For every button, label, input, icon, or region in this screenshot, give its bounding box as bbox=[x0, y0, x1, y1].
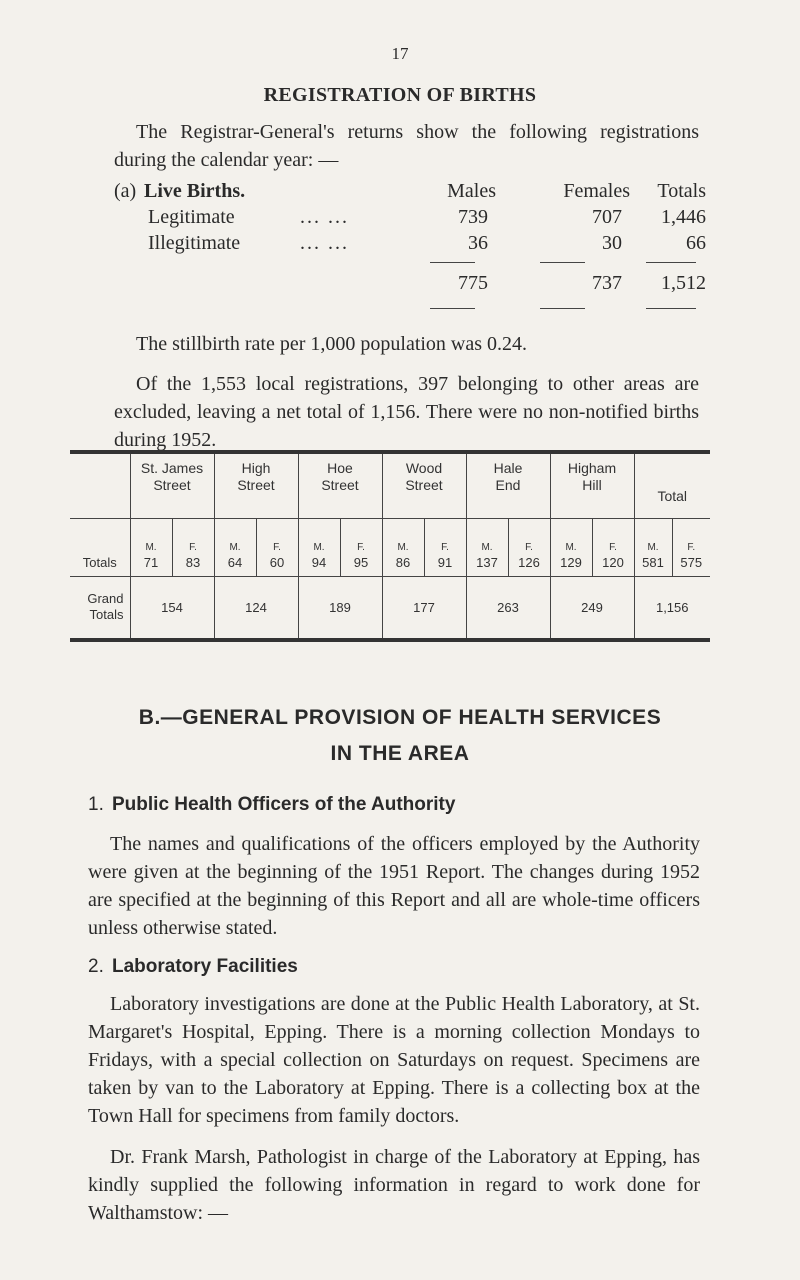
totals-row-label: Totals bbox=[70, 518, 130, 576]
section-title: REGISTRATION OF BIRTHS bbox=[263, 84, 537, 106]
subsection-2-text-1: Laboratory investigations are done at the Public Health Laboratory, at St. Margaret's Hospital, Epping. There is a morning collection Mondays to Fridays, with a special collection on Saturdays on request. Specimens are taken by van to the Laboratory at Epping. There is a collecting box at the Town Hall for specimens from family doctors. bbox=[88, 993, 700, 1127]
district-5-m: 129 bbox=[560, 554, 582, 570]
double-rule-females bbox=[540, 308, 585, 309]
district-3-f: 91 bbox=[437, 554, 453, 570]
m-label: M. bbox=[647, 541, 659, 553]
district-0-f: 83 bbox=[185, 554, 201, 570]
double-rule-totals bbox=[646, 308, 696, 309]
section-b-title-line2: IN THE AREA bbox=[330, 742, 470, 765]
row-label: Legitimate bbox=[148, 206, 235, 228]
subsection-2-number: 2. bbox=[88, 956, 104, 977]
sum-totals: 1,512 bbox=[661, 272, 706, 294]
district-births-table bbox=[70, 450, 710, 642]
m-label: M. bbox=[145, 541, 157, 553]
births-row-legitimate bbox=[114, 204, 704, 230]
district-header-0: St. James Street bbox=[130, 452, 214, 518]
col-females: Females bbox=[563, 180, 630, 202]
district-2-f: 95 bbox=[353, 554, 369, 570]
total-f: 575 bbox=[680, 554, 703, 570]
district-4-f: 126 bbox=[518, 554, 540, 570]
sum-males: 775 bbox=[458, 272, 488, 294]
f-label: F. bbox=[357, 541, 365, 553]
males-value: 739 bbox=[458, 206, 488, 228]
district-4-grand: 263 bbox=[466, 576, 550, 640]
district-header-3: Wood Street bbox=[382, 452, 466, 518]
district-5-f: 120 bbox=[602, 554, 624, 570]
intro-text: The Registrar-General's returns show the following registrations during the calendar year: — bbox=[114, 121, 699, 171]
births-row-illegitimate bbox=[114, 230, 704, 256]
district-0-grand: 154 bbox=[130, 576, 214, 640]
stillbirth-text: The stillbirth rate per 1,000 population was 0.24. bbox=[136, 333, 528, 355]
m-label: M. bbox=[313, 541, 325, 553]
subsection-1-number: 1. bbox=[88, 794, 104, 815]
local-registrations-text: Of the 1,553 local registrations, 397 belonging to other areas are excluded, leaving a net total of 1,156. There were no non-notified births during 1952. bbox=[114, 373, 699, 451]
district-3-m: 86 bbox=[395, 554, 411, 570]
m-label: M. bbox=[229, 541, 241, 553]
local-registrations-paragraph bbox=[114, 370, 699, 454]
double-rule-males bbox=[430, 308, 475, 309]
col-males: Males bbox=[447, 180, 496, 202]
males-value: 36 bbox=[468, 232, 488, 254]
total-grand: 1,156 bbox=[655, 599, 689, 615]
district-1-f: 60 bbox=[269, 554, 285, 570]
m-label: M. bbox=[481, 541, 493, 553]
subsection-1-text: The names and qualifications of the officers employed by the Authority were given at the beginning of the 1951 Report. The changes during 1952 are specified at the beginning of this Report and all are whole-time officers unless otherwise stated. bbox=[88, 833, 700, 939]
total-m: 581 bbox=[642, 554, 664, 570]
district-5-grand: 249 bbox=[550, 576, 634, 640]
district-1-m: 64 bbox=[227, 554, 243, 570]
district-header-row bbox=[70, 452, 710, 518]
subsection-2-paragraph-2 bbox=[88, 1143, 700, 1227]
subsection-2-paragraph-1 bbox=[88, 990, 700, 1130]
stillbirth-paragraph bbox=[114, 330, 699, 358]
sum-rule-totals bbox=[646, 262, 696, 263]
col-totals: Totals bbox=[657, 180, 706, 202]
district-totals-row bbox=[70, 518, 710, 576]
grand-totals-label: Grand Totals bbox=[70, 576, 130, 640]
females-value: 707 bbox=[592, 206, 622, 228]
m-label: M. bbox=[565, 541, 577, 553]
intro-paragraph bbox=[114, 118, 699, 174]
district-1-grand: 124 bbox=[214, 576, 298, 640]
f-label: F. bbox=[609, 541, 617, 553]
subsection-2-title: Laboratory Facilities bbox=[112, 956, 298, 977]
subsection-1-heading bbox=[88, 794, 455, 816]
row-label: Illegitimate bbox=[148, 232, 241, 254]
sum-females: 737 bbox=[592, 272, 622, 294]
subsection-2-heading bbox=[88, 956, 298, 978]
live-births-table bbox=[114, 178, 704, 256]
f-label: F. bbox=[189, 541, 197, 553]
district-header-total: Total bbox=[657, 487, 688, 504]
row-dots: ... ... bbox=[300, 206, 349, 228]
totals-value: 1,446 bbox=[661, 206, 706, 228]
f-label: F. bbox=[525, 541, 533, 553]
subsection-1-paragraph bbox=[88, 830, 700, 942]
label-a: (a) bbox=[114, 180, 137, 202]
births-header-row bbox=[114, 178, 704, 204]
district-3-grand: 177 bbox=[382, 576, 466, 640]
subsection-2-text-2: Dr. Frank Marsh, Pathologist in charge of the Laboratory at Epping, has kindly supplied the following information in regard to work done for Walthamstow: — bbox=[88, 1146, 700, 1224]
district-header-2: Hoe Street bbox=[298, 452, 382, 518]
sum-rule-females bbox=[540, 262, 585, 263]
district-header-4: Hale End bbox=[466, 452, 550, 518]
district-grand-totals-row bbox=[70, 576, 710, 640]
females-value: 30 bbox=[602, 232, 622, 254]
sum-rule-males bbox=[430, 262, 475, 263]
district-0-m: 71 bbox=[143, 554, 159, 570]
f-label: F. bbox=[273, 541, 281, 553]
district-header-5: Higham Hill bbox=[550, 452, 634, 518]
totals-value: 66 bbox=[686, 232, 706, 254]
district-2-grand: 189 bbox=[298, 576, 382, 640]
page-number: 17 bbox=[391, 44, 409, 63]
district-header-1: High Street bbox=[214, 452, 298, 518]
row-dots: ... ... bbox=[300, 232, 349, 254]
live-births-heading: Live Births. bbox=[144, 180, 246, 202]
f-label: F. bbox=[687, 541, 696, 553]
f-label: F. bbox=[441, 541, 449, 553]
section-b-title: B.—GENERAL PROVISION OF HEALTH SERVICES bbox=[138, 706, 662, 729]
subsection-1-title: Public Health Officers of the Authority bbox=[112, 794, 456, 815]
m-label: M. bbox=[397, 541, 409, 553]
births-sum-row bbox=[114, 272, 704, 298]
district-2-m: 94 bbox=[311, 554, 327, 570]
district-4-m: 137 bbox=[476, 554, 498, 570]
